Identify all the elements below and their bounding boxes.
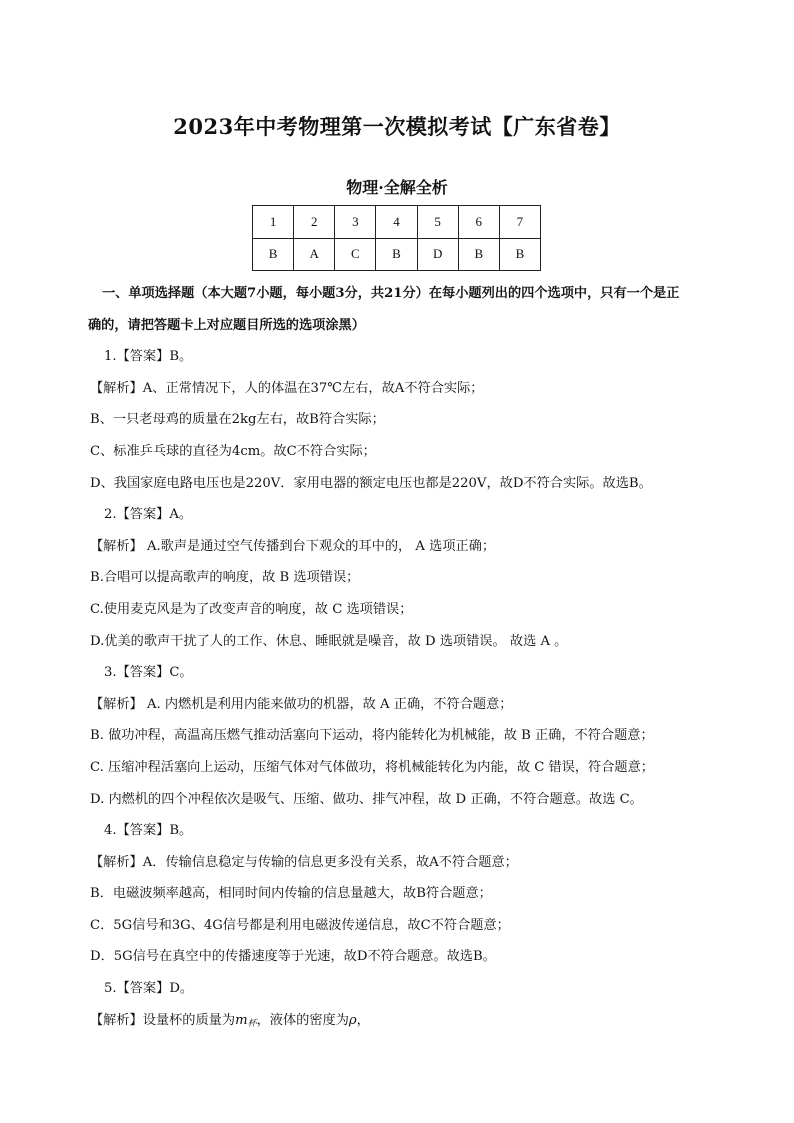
answer-line: 4.【答案】B。 (104, 823, 193, 839)
answer-line: 1.【答案】B。 (104, 349, 193, 365)
explanation-line: 【解析】A、正常情况下，人的体温在37℃左右，故A不符合实际； (90, 380, 484, 396)
explanation-line: B．电磁波频率越高，相同时间内传输的信息量越大，故B符合题意； (90, 886, 492, 902)
page-subtitle: 物理·全解全析 (346, 178, 448, 197)
formula-middle: ，液体的密度为 (256, 1012, 349, 1028)
explanation-line: 【解析】 A.歌声是通过空气传播到台下观众的耳中的， A 选项正确； (90, 538, 496, 554)
explanation-line: C．5G信号和3G、4G信号都是利用电磁波传递信息，故C不符合题意； (90, 917, 510, 933)
question-number: 6 (458, 206, 499, 239)
answer-cell: B (253, 238, 294, 271)
answer-cell: B (499, 238, 540, 271)
explanation-line: C、标准乒乓球的直径为4cm。故C不符合实际； (90, 443, 376, 459)
answer-table (252, 205, 541, 271)
formula-suffix: ， (356, 1012, 370, 1028)
section-heading-line2: 确的，请把答题卡上对应题目所选的选项涂黑） (88, 317, 365, 333)
answer-line: 5.【答案】D。 (104, 981, 194, 997)
question-number: 7 (499, 206, 540, 239)
explanation-line: 【解析】A．传输信息稳定与传输的信息更多没有关系，故A不符合题意； (90, 854, 518, 870)
question-number: 2 (294, 206, 335, 239)
explanation-line: D.优美的歌声干扰了人的工作、休息、睡眠就是噪音，故 D 选项错误。 故选 A 。 (90, 633, 568, 649)
page-title: 2023年中考物理第一次模拟考试【广东省卷】 (173, 114, 621, 139)
explanation-line: B. 做功冲程，高温高压燃气推动活塞向下运动，将内能转化为机械能，故 B 正确，不符合题意； (90, 728, 654, 744)
explanation-line: 【解析】 A. 内燃机是利用内能来做功的机器，故 A 正确，不符合题意； (90, 696, 513, 712)
explanation-line-formula (90, 1005, 708, 1041)
answer-cell: A (294, 238, 335, 271)
explanation-line: B、一只老母鸡的质量在2kg左右，故B符合实际； (90, 412, 385, 428)
explanation-line: C. 压缩冲程活塞向上运动，压缩气体对气体做功，将机械能转化为内能，故 C 错误，符合题意； (90, 759, 654, 775)
variable-subscript: 杯 (247, 1018, 257, 1029)
question-number-row (253, 206, 541, 239)
explanation-line: C.使用麦克风是为了改变声音的响度，故 C 选项错误； (90, 601, 413, 617)
explanation-line: D．5G信号在真空中的传播速度等于光速，故D不符合题意。故选B。 (90, 949, 496, 965)
answer-row (253, 238, 541, 271)
question-number: 4 (376, 206, 417, 239)
section-heading-line1: 一、单项选择题（本大题7小题，每小题3分，共21分）在每小题列出的四个选项中，只有一个是正 (102, 286, 680, 301)
solution-content (88, 278, 708, 1040)
explanation-line: B.合唱可以提高歌声的响度，故 B 选项错误； (90, 570, 360, 586)
answer-cell: B (458, 238, 499, 271)
answer-cell: B (376, 238, 417, 271)
answer-cell: C (335, 238, 376, 271)
explanation-line: D. 内燃机的四个冲程依次是吸气、压缩、做功、排气冲程，故 D 正确，不符合题意。故选 C。 (90, 791, 643, 807)
formula-prefix: 【解析】设量杯的质量为 (90, 1012, 236, 1028)
question-number: 5 (417, 206, 458, 239)
variable-rho: ρ (348, 1012, 357, 1028)
answer-line: 2.【答案】A。 (104, 507, 193, 523)
question-number: 1 (253, 206, 294, 239)
answer-line: 3.【答案】C。 (104, 665, 193, 681)
explanation-line: D、我国家庭电路电压也是220V．家用电器的额定电压也都是220V，故D不符合实际。故选B。 (90, 475, 652, 491)
question-number: 3 (335, 206, 376, 239)
variable-m: m (235, 1012, 248, 1028)
answer-cell: D (417, 238, 458, 271)
